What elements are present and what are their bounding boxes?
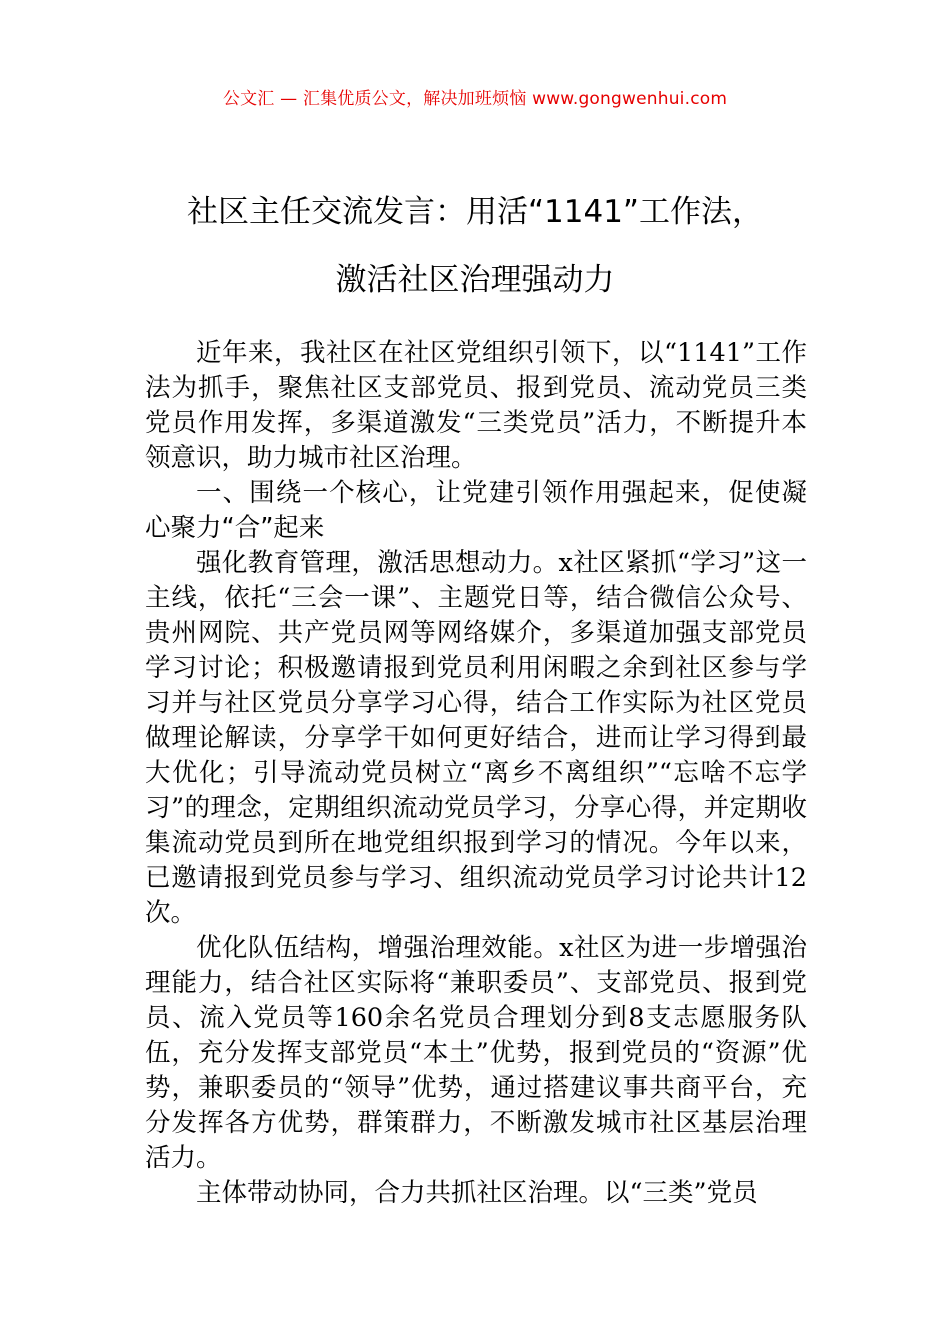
document-title [100, 178, 850, 314]
paragraph-team: 优化队伍结构，增强治理效能。x社区为进一步增强治理能力，结合社区实际将“兼职委员”、支部党员、报到党员、流入党员等160余名党员合理划分到8支志愿服务队伍，充分发挥支部党员“本土”优势，报到党员的“资源”优势，兼职委员的“领导”优势，通过搭建议事共商平台，充分发挥各方优势，群策群力，不断激发城市社区基层治理活力。 [145, 933, 807, 1173]
header-banner: 公文汇 — 汇集优质公文，解决加班烦恼 www.gongwenhui.com [222, 89, 728, 109]
paragraph-intro: 近年来，我社区在社区党组织引领下，以“1141”工作法为抓手，聚焦社区支部党员、报到党员、流动党员三类党员作用发挥，多渠道激发“三类党员”活力，不断提升本领意识，助力城市社区治理。 [145, 338, 807, 473]
paragraph-collaboration: 主体带动协同，合力共抓社区治理。以“三类”党员 [196, 1178, 758, 1208]
section-heading-1: 一、围绕一个核心，让党建引领作用强起来，促使凝心聚力“合”起来 [145, 478, 807, 543]
title-line-1: 社区主任交流发言：用活“1141”工作法， [186, 194, 763, 230]
title-line-2: 激活社区治理强动力 [335, 262, 615, 298]
document-body [145, 336, 807, 1211]
paragraph-education: 强化教育管理，激活思想动力。x社区紧抓“学习”这一主线，依托“三会一课”、主题党日等，结合微信公众号、贵州网院、共产党员网等网络媒介，多渠道加强支部党员学习讨论；积极邀请报到党员利用闲暇之余到社区参与学习并与社区党员分享学习心得，结合工作实际为社区党员做理论解读，分享学干如何更好结合，进而让学习得到最大优化；引导流动党员树立“离乡不离组织”“忘啥不忘学习”的理念，定期组织流动党员学习，分享心得，并定期收集流动党员到所在地党组织报到学习的情况。今年以来，已邀请报到党员参与学习、组织流动党员学习讨论共计12次。 [145, 548, 807, 928]
